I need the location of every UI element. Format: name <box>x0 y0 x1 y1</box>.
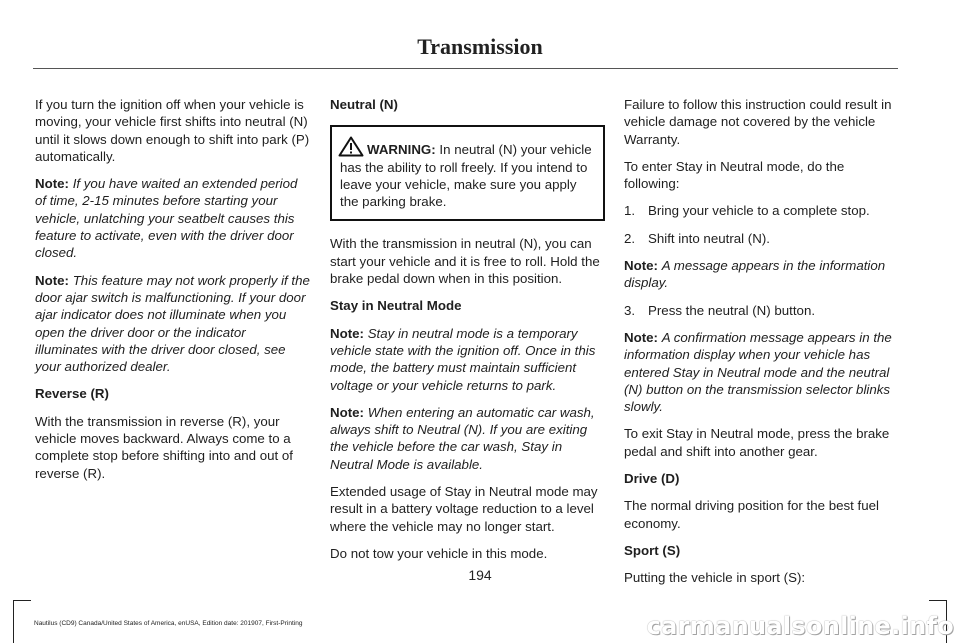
paragraph-failure: Failure to follow this instruction could result in vehicle damage not covered by the vehicle Warranty. <box>624 97 892 147</box>
note-message-appears <box>624 257 899 292</box>
heading-drive: Drive (D) <box>624 471 680 487</box>
note-text: If you have waited an extended period of time, 2-15 minutes before starting your vehicle, unlatching your seatbelt causes this feature to activate, even with the driver door closed. <box>35 176 298 261</box>
note-seatbelt <box>35 175 310 261</box>
note-text: A message appears in the information display. <box>624 258 886 291</box>
paragraph-exit-mode: To exit Stay in Neutral mode, press the brake pedal and shift into another gear. <box>624 426 890 459</box>
step-number: 2. <box>624 230 636 246</box>
note-text: Stay in neutral mode is a temporary vehicle state with the ignition off. Once in this mode, the battery must maintain sufficient voltage or your vehicle returns to park. <box>330 325 596 393</box>
heading-stay-in-neutral: Stay in Neutral Mode <box>330 298 462 314</box>
heading-reverse: Reverse (R) <box>35 386 109 402</box>
note-text: This feature may not work properly if the door ajar switch is malfunctioning. If your door ajar indicator does not illuminate when you open the driver door or the indicator illuminates with the driver door closed, see your authorized dealer. <box>35 272 310 375</box>
paragraph-drive: The normal driving position for the best fuel economy. <box>624 498 879 531</box>
heading-neutral: Neutral (N) <box>330 97 398 112</box>
note-text: A confirmation message appears in the information display when your vehicle has entered Stay in Neutral mode and the neutral (N) button on the transmission selector blinks slowly. <box>624 329 892 415</box>
page-title: Transmission <box>417 34 543 59</box>
step-text: Shift into neutral (N). <box>648 230 770 246</box>
note-label: Note: <box>330 404 364 420</box>
note-confirmation <box>624 329 899 415</box>
watermark: carmanualsonline.info <box>646 612 954 640</box>
heading-sport: Sport (S) <box>624 542 681 558</box>
note-temporary-state <box>330 325 605 394</box>
header-divider <box>33 68 898 69</box>
note-car-wash <box>330 404 605 473</box>
step-text: Bring your vehicle to a complete stop. <box>648 203 870 219</box>
step-number: 3. <box>624 302 636 318</box>
note-label: Note: <box>330 325 364 341</box>
column-left <box>35 96 310 492</box>
list-item-step-1 <box>624 202 899 219</box>
crop-mark-left-vertical <box>13 600 14 643</box>
list-item-step-2 <box>624 230 899 247</box>
step-number: 1. <box>624 203 636 219</box>
paragraph-sport: Putting the vehicle in sport (S): <box>624 570 806 586</box>
page-number: 194 <box>468 567 492 583</box>
warning-box <box>330 125 605 221</box>
paragraph-reverse: With the transmission in reverse (R), your vehicle moves backward. Always come to a complete stop before shifting into and out of reverse (R). <box>35 413 293 481</box>
note-text: When entering an automatic car wash, always shift to Neutral (N). If you are exiting the vehicle before the car wash, Stay in Neutral Mode is available. <box>330 404 595 472</box>
note-label: Note: <box>35 272 69 288</box>
paragraph-extended-usage: Extended usage of Stay in Neutral mode may result in a battery voltage reduction to a level where the vehicle may no longer start. <box>330 484 598 534</box>
paragraph-neutral: With the transmission in neutral (N), you can start your vehicle and it is free to roll. Hold the brake pedal down when in this position. <box>330 236 600 287</box>
column-right <box>624 96 899 597</box>
crop-mark-left-horizontal <box>13 600 31 601</box>
paragraph-ignition-off: If you turn the ignition off when your vehicle is moving, your vehicle first shifts into neutral (N) until it slows down enough to shift into park (P) automatically. <box>35 97 310 164</box>
paragraph-do-not-tow: Do not tow your vehicle in this mode. <box>330 545 548 561</box>
note-label: Note: <box>35 176 69 192</box>
warning-label: WARNING: <box>367 142 436 158</box>
step-text: Press the neutral (N) button. <box>648 302 816 318</box>
list-item-step-3 <box>624 302 899 319</box>
warning-triangle-icon <box>338 136 364 157</box>
crop-mark-right-horizontal <box>929 600 947 601</box>
note-label: Note: <box>624 329 658 345</box>
warning-text: In neutral (N) your vehicle has the ability to roll freely. If you intend to leave your vehicle, make sure you apply the parking brake. <box>340 142 592 210</box>
note-door-ajar <box>35 272 310 376</box>
note-label: Note: <box>624 258 658 274</box>
paragraph-enter-mode: To enter Stay in Neutral mode, do the following: <box>624 158 845 192</box>
footer-edition: Nautilus (CD9) Canada/United States of America, enUSA, Edition date: 201907, First-Printing <box>34 620 303 627</box>
column-middle <box>330 96 605 572</box>
